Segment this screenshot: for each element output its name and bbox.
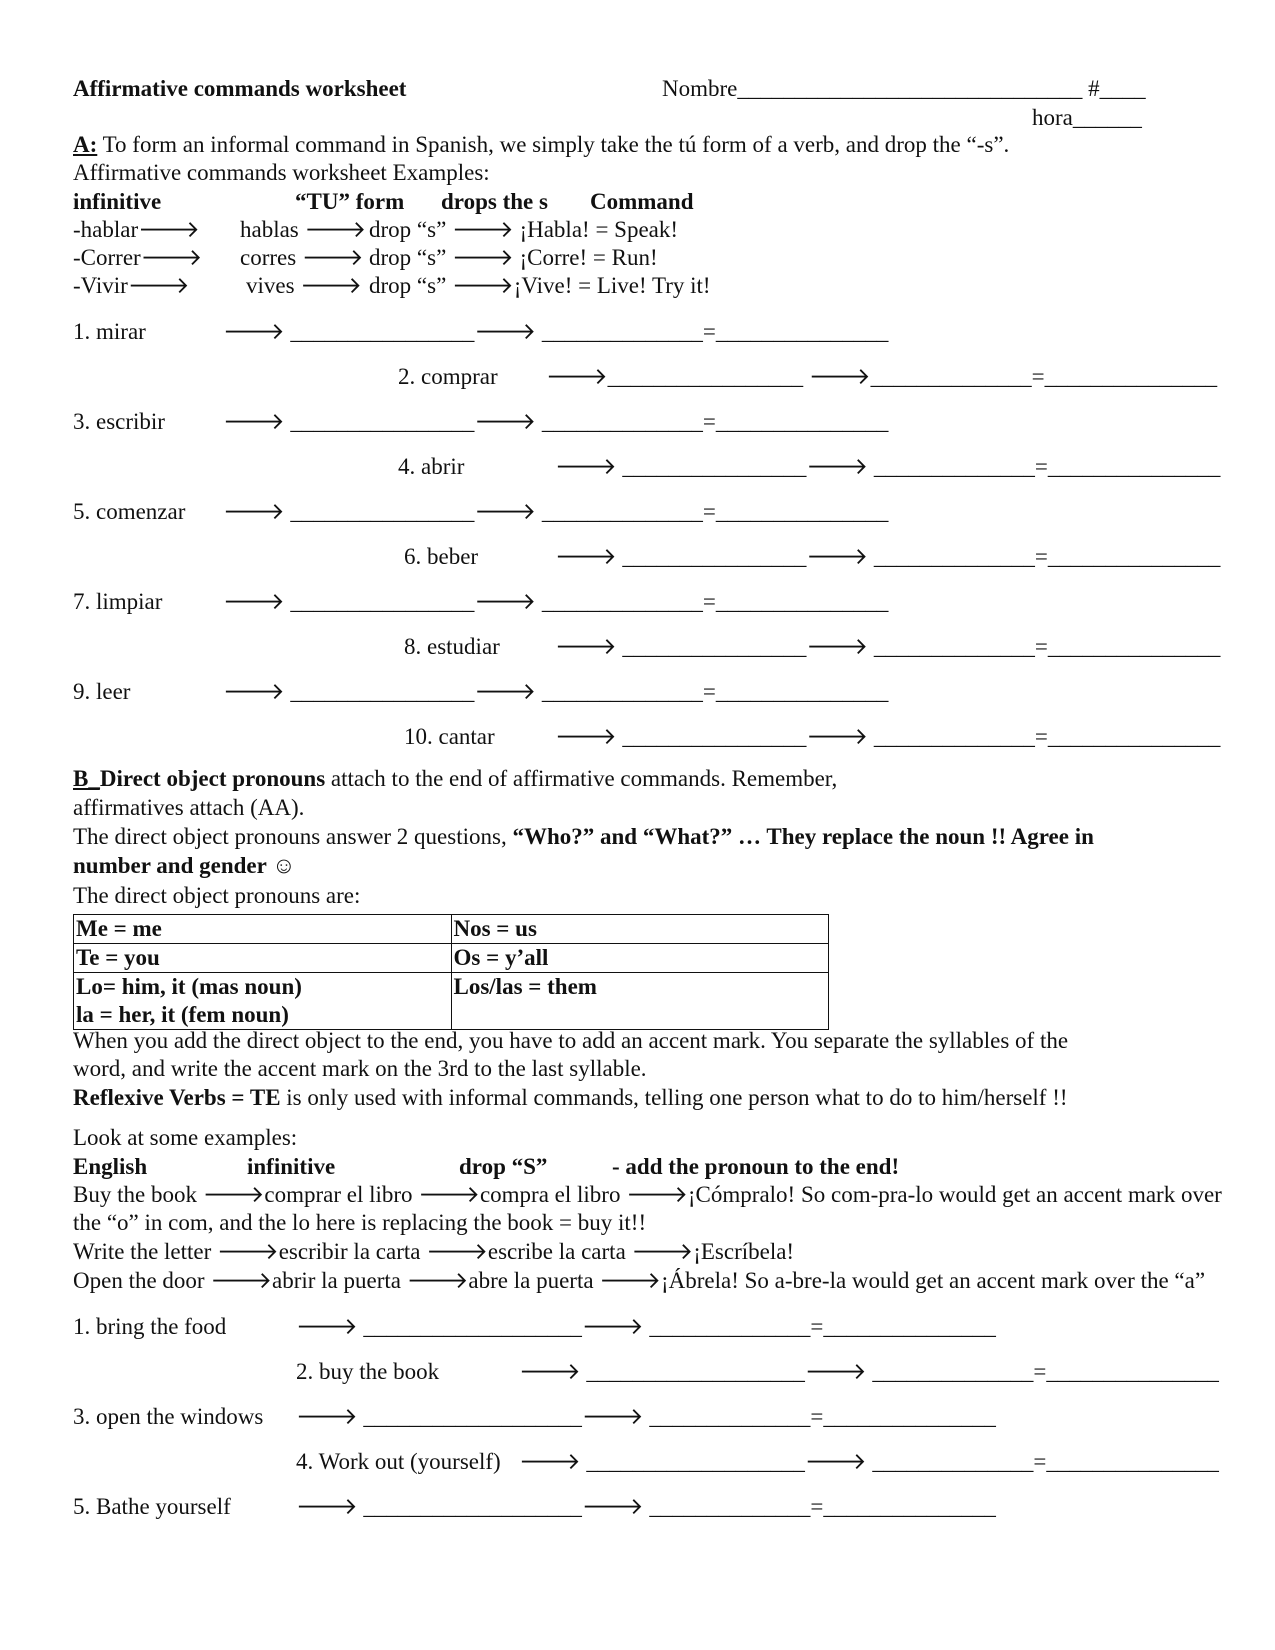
exercise-label: 6. beber (404, 544, 479, 569)
table-cell: Os = y’all (451, 944, 829, 973)
name-field[interactable]: Nombre______________________________ #____ (662, 76, 1146, 101)
exercise-blanks[interactable]: 🡒 ________________🡒 ______________=_______________ (555, 454, 1221, 479)
table-cell (74, 973, 452, 1030)
exercise-label: 3. open the windows (73, 1404, 264, 1429)
exercise-blanks[interactable]: 🡒 ___________________🡒 ______________=_______________ (519, 1359, 1219, 1384)
exercise-label: 1. mirar (73, 319, 146, 344)
exercise-blanks[interactable]: 🡒 ________________🡒 ______________=_______________ (223, 589, 889, 614)
exercise-blanks[interactable]: 🡒_________________ 🡒______________=_______________ (546, 364, 1218, 389)
look-examples: Look at some examples: (73, 1125, 298, 1150)
section-a-label: A: (73, 132, 98, 157)
exercise-label: 2. comprar (398, 364, 498, 389)
example-inf: -hablar🡒 (73, 217, 200, 242)
ex-col-add-pronoun: - add the pronoun to the end! (612, 1154, 900, 1179)
exercise-blanks[interactable]: 🡒 ________________🡒 ______________=_______________ (555, 544, 1221, 569)
example-cmd: drop “s” 🡒 ¡Corre! = Run! (369, 245, 658, 270)
example-line: Open the door 🡒abrir la puerta 🡒abre la puerta 🡒¡Ábrela! So a-bre-la would get an accent mark over the “a” (73, 1268, 1206, 1293)
table-cell-line: la = her, it (fem noun) (76, 1002, 289, 1027)
table-cell: Nos = us (451, 915, 829, 944)
exercise-blanks[interactable]: 🡒 ________________🡒 ______________=_______________ (223, 679, 889, 704)
ex-col-infinitive: infinitive (247, 1154, 336, 1179)
exercise-label: 7. limpiar (73, 589, 163, 614)
reflexive-note (73, 1084, 1068, 1111)
example-inf: -Correr🡒 (73, 245, 203, 270)
worksheet-title: Affirmative commands worksheet (73, 76, 407, 101)
table-row (74, 944, 829, 973)
exercise-blanks[interactable]: 🡒 ________________🡒 ______________=_______________ (223, 319, 889, 344)
accent-rule-line2: word, and write the accent mark on the 3rd to the last syllable. (73, 1056, 647, 1081)
table-cell: Te = you (74, 944, 452, 973)
exercise-blanks[interactable]: 🡒 ___________________🡒 ______________=_______________ (296, 1314, 996, 1339)
ex-col-drop-s: drop “S” (459, 1154, 548, 1179)
section-a-intro-text: To form an informal command in Spanish, we simply take the tú form of a verb, and drop the “-s”. (97, 132, 1010, 157)
reflexive-text: is only used with informal commands, telling one person what to do to him/herself !! (280, 1085, 1068, 1110)
exercise-blanks[interactable]: 🡒 ________________🡒 ______________=_______________ (555, 634, 1221, 659)
example-cmd: drop “s” 🡒 ¡Habla! = Speak! (369, 217, 679, 242)
exercise-blanks[interactable]: 🡒 ___________________🡒 ______________=_______________ (519, 1449, 1219, 1474)
exercise-blanks[interactable]: 🡒 ___________________🡒 ______________=_______________ (296, 1404, 996, 1429)
example-inf: -Vivir🡒 (73, 273, 190, 298)
section-b-intro (73, 765, 837, 792)
table-cell: Los/las = them (451, 973, 829, 1030)
examples-heading: Affirmative commands worksheet Examples: (73, 160, 490, 185)
exercise-blanks[interactable]: 🡒 ________________🡒 ______________=_______________ (223, 499, 889, 524)
example-line: the “o” in com, and the lo here is replacing the book = buy it!! (73, 1210, 647, 1235)
questions-text: The direct object pronouns answer 2 questions, (73, 824, 513, 849)
pronoun-table (73, 914, 829, 1030)
exercise-blanks[interactable]: 🡒 ________________🡒 ______________=_______________ (555, 724, 1221, 749)
example-line: Buy the book 🡒comprar el libro 🡒compra el libro 🡒¡Cómpralo! So com-pra-lo would get an accent mark over (73, 1182, 1222, 1207)
reflexive-bold: Reflexive Verbs = TE (73, 1085, 281, 1110)
section-b-intro-text: attach to the end of affirmative commands. Remember, (325, 766, 838, 791)
table-cell-line: Lo= him, it (mas noun) (76, 974, 302, 999)
col-command: Command (590, 189, 694, 214)
example-tu: corres 🡒 (240, 245, 364, 270)
table-row (74, 915, 829, 944)
exercise-label: 2. buy the book (296, 1359, 440, 1384)
exercise-blanks[interactable]: 🡒 ___________________🡒 ______________=_______________ (296, 1494, 996, 1519)
col-infinitive: infinitive (73, 189, 162, 214)
exercise-label: 5. comenzar (73, 499, 186, 524)
section-b-intro-line2: affirmatives attach (AA). (73, 795, 305, 820)
example-tu: hablas 🡒 (240, 217, 367, 242)
agree-note: number and gender ☺ (73, 853, 296, 878)
questions-bold: “Who?” and “What?” … They replace the noun !! Agree in (512, 824, 1094, 849)
exercise-label: 9. leer (73, 679, 131, 704)
pronouns-intro: The direct object pronouns are: (73, 883, 361, 908)
ex-col-english: English (73, 1154, 148, 1179)
exercise-label: 1. bring the food (73, 1314, 227, 1339)
exercise-label: 4. Work out (yourself) (296, 1449, 501, 1474)
section-b-label: B_ (73, 766, 100, 791)
col-drops-s: drops the s (441, 189, 548, 214)
section-b-questions (73, 823, 1094, 850)
exercise-label: 3. escribir (73, 409, 165, 434)
exercise-label: 4. abrir (398, 454, 465, 479)
exercise-label: 10. cantar (404, 724, 495, 749)
exercise-label: 5. Bathe yourself (73, 1494, 231, 1519)
exercise-label: 8. estudiar (404, 634, 500, 659)
example-tu: vives 🡒 (246, 273, 362, 298)
table-cell: Me = me (74, 915, 452, 944)
hora-field[interactable]: hora______ (1032, 105, 1142, 130)
section-a-intro (73, 131, 1009, 158)
exercise-blanks[interactable]: 🡒 ________________🡒 ______________=_______________ (223, 409, 889, 434)
section-b-title: Direct object pronouns (99, 766, 326, 791)
table-row (74, 973, 829, 1030)
col-tu-form: “TU” form (295, 189, 405, 214)
example-line: Write the letter 🡒escribir la carta 🡒escribe la carta 🡒¡Escríbela! (73, 1239, 795, 1264)
example-cmd: drop “s” 🡒¡Vive! = Live! Try it! (369, 273, 711, 298)
accent-rule-line1: When you add the direct object to the end, you have to add an accent mark. You separate the syllables of the (73, 1028, 1069, 1053)
